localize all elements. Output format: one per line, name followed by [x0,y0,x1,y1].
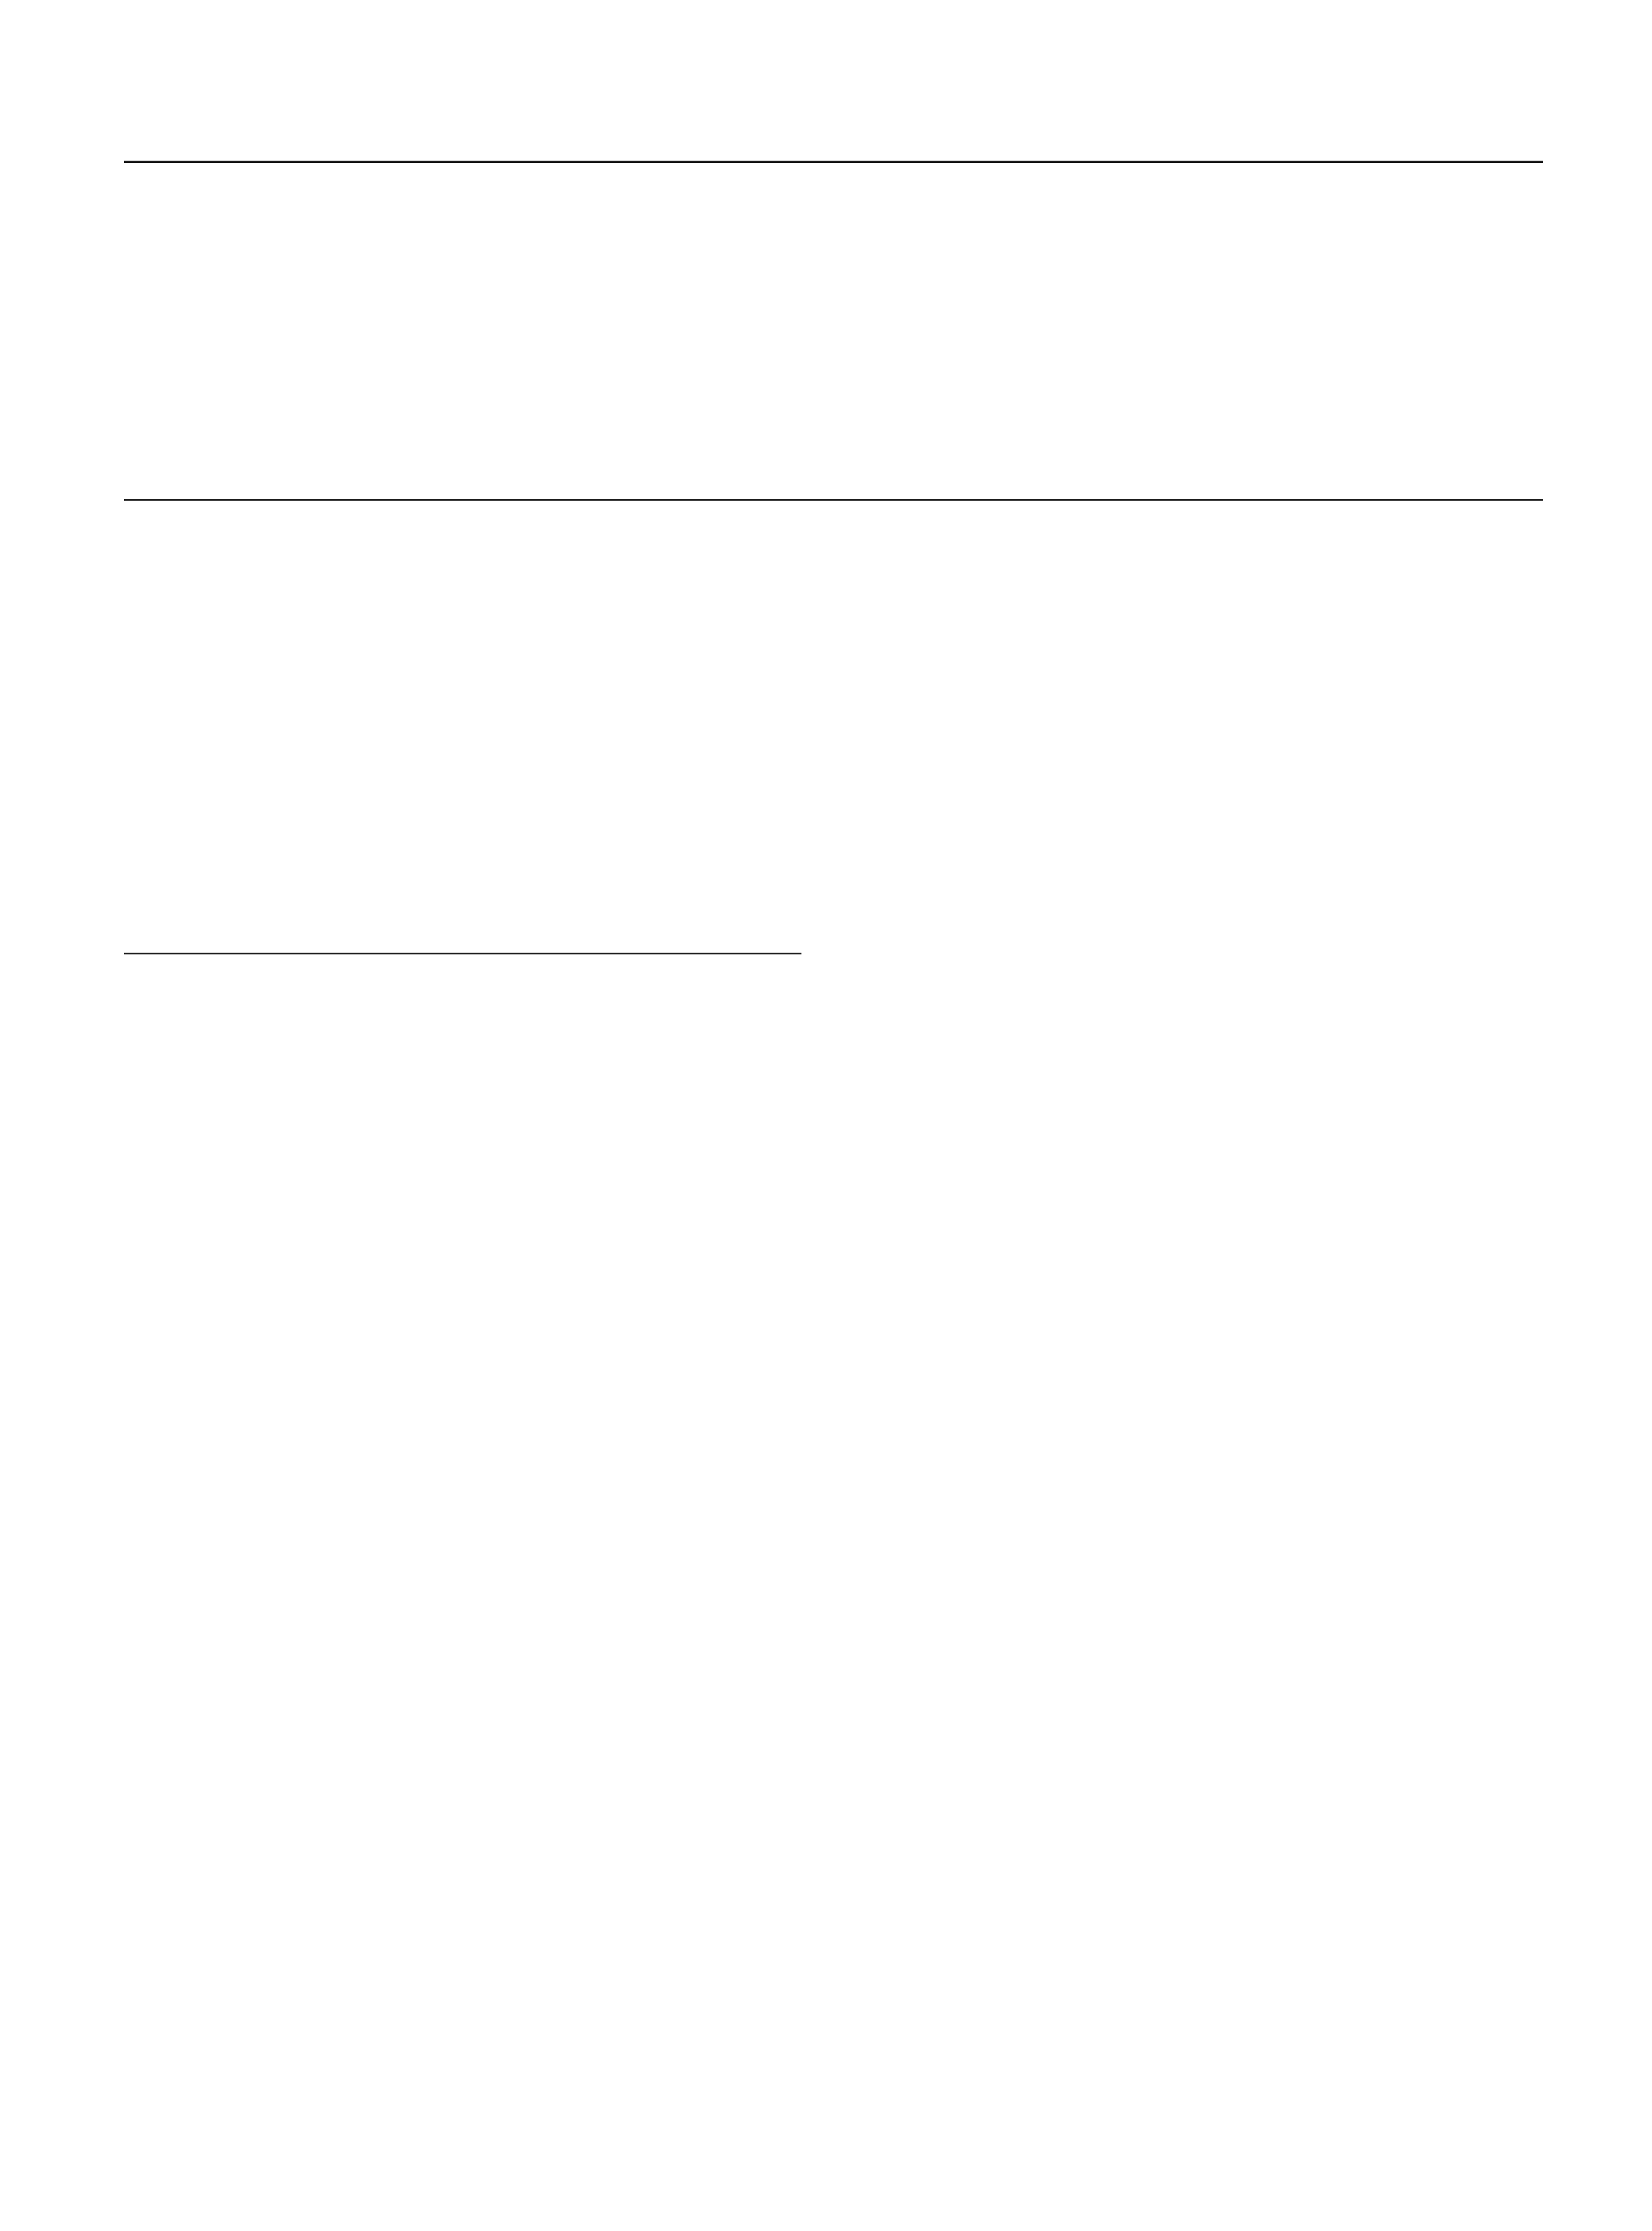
dates-en [124,974,802,1010]
header-rule [124,161,1543,163]
title-rule [124,499,1543,501]
author-info-cn [124,518,811,551]
authors-en-rule [124,953,801,954]
dates-cn [124,518,811,551]
affiliation-en [124,974,802,1010]
